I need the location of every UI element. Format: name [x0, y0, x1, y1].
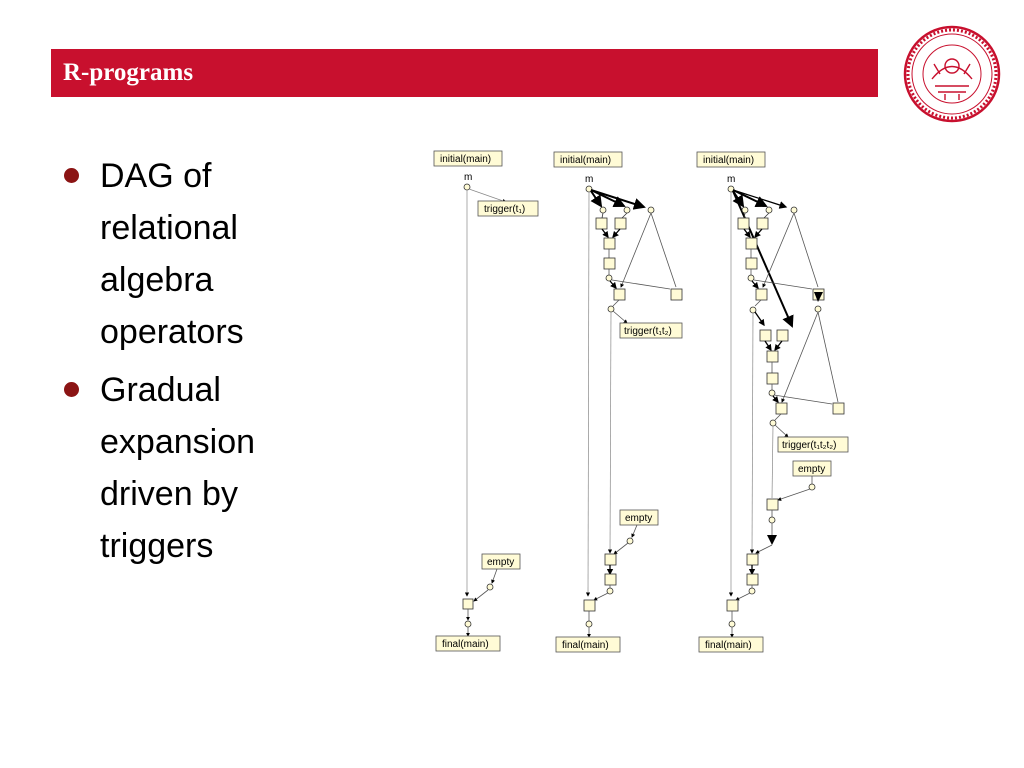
initial-label: initial(main) [560, 155, 612, 166]
initial-label: initial(main) [440, 154, 492, 165]
empty-label: empty [487, 557, 515, 568]
empty-label: empty [625, 513, 653, 524]
initial-label: initial(main) [703, 155, 755, 166]
trigger-label: trigger(t₁t₂) [624, 326, 672, 337]
final-label: final(main) [705, 640, 752, 651]
node-m-label: m [727, 174, 736, 185]
trigger-label: trigger(t₁t₂t₂) [782, 440, 837, 451]
final-label: final(main) [562, 640, 609, 651]
final-label: final(main) [442, 639, 489, 650]
empty-label: empty [798, 464, 826, 475]
trigger-label: trigger(t₁) [484, 204, 526, 215]
slide-title: R-programs [63, 59, 194, 86]
dag-diagram-2 [554, 152, 682, 652]
bullet-text: Gradual expansion driven by triggers [100, 371, 256, 565]
dag-diagram-1 [434, 151, 538, 651]
node-m-label: m [464, 172, 473, 183]
dag-diagram-3 [697, 152, 848, 652]
bullet-text: DAG of relational algebra operators [100, 157, 244, 351]
node-m-label: m [585, 174, 594, 185]
